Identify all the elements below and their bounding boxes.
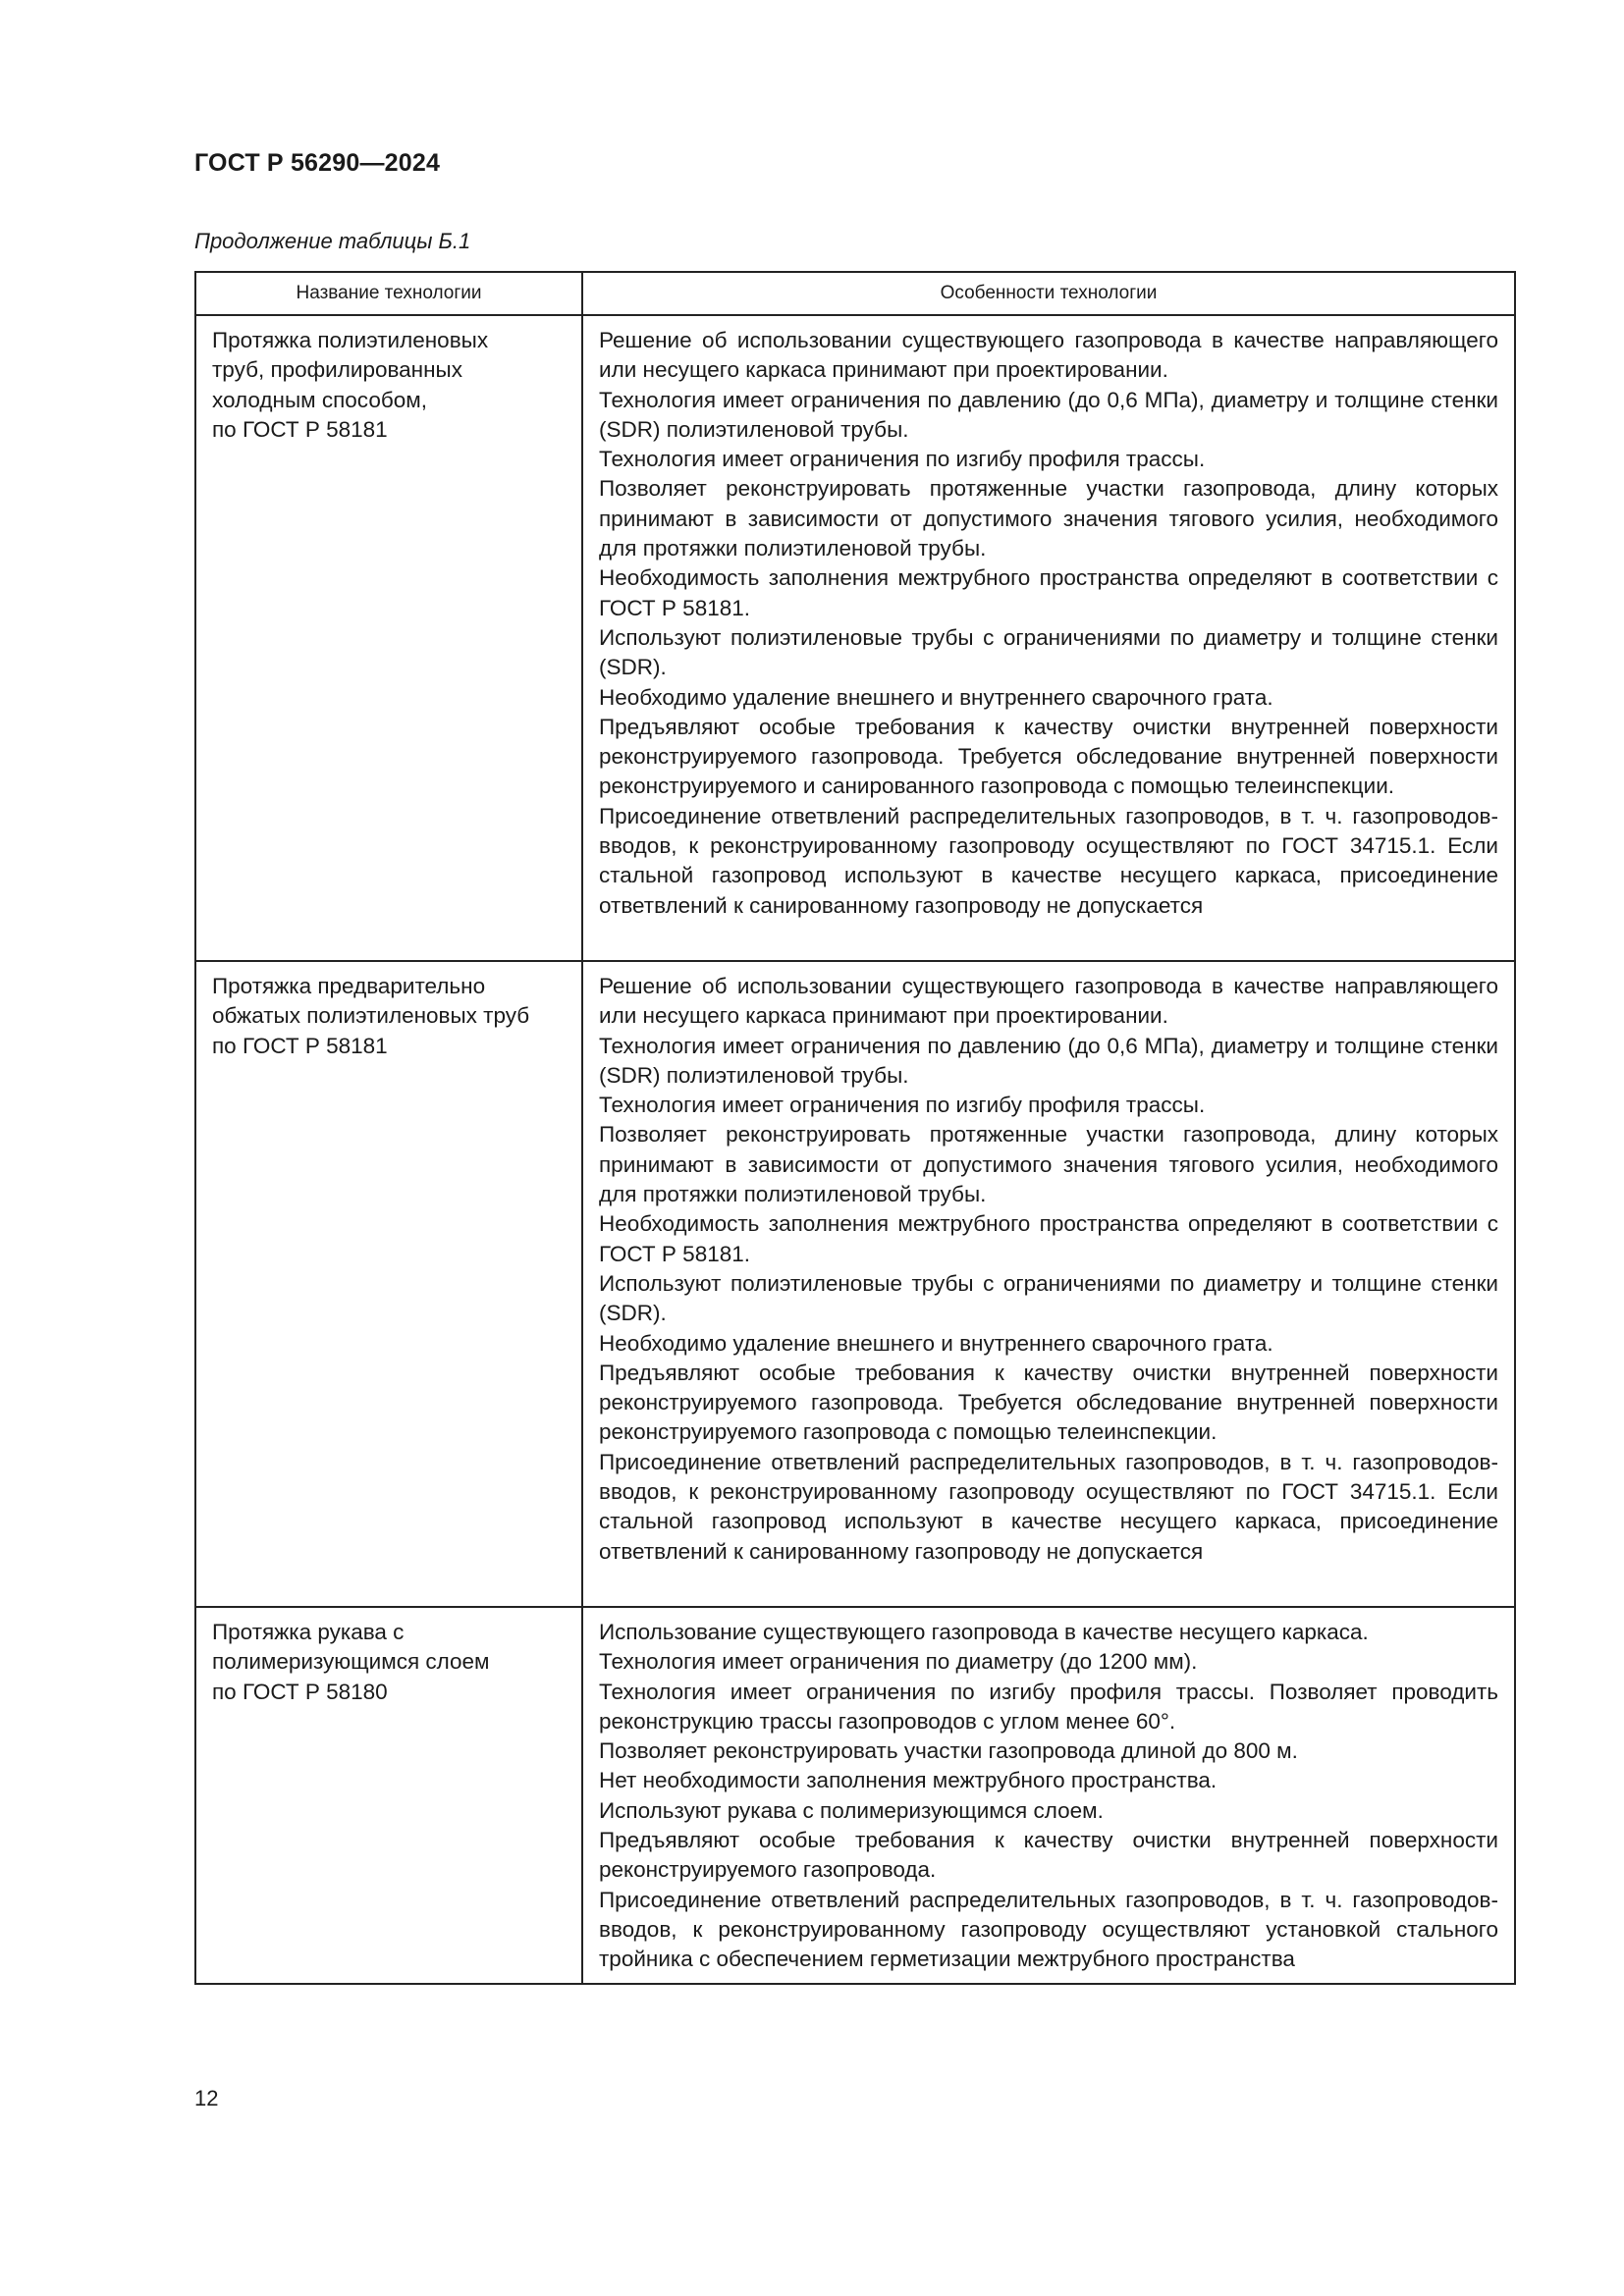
feature-paragraph: Позволяет реконструировать участки газопровода длиной до 800 м. <box>599 1738 1298 1764</box>
table-caption: Продолжение таблицы Б.1 <box>194 229 471 253</box>
feature-paragraph: Используют полиэтиленовые трубы с ограничениями по диаметру и толщине стенки (SDR). <box>599 1270 1498 1326</box>
feature-paragraph: Технология имеет ограничения по изгибу профиля трассы. <box>599 447 1206 472</box>
technology-name: Протяжка полиэтиленовых труб, профилированных холодным способом, по ГОСТ Р 58181 <box>212 328 489 442</box>
column-header-features: Особенности технологии <box>582 272 1515 315</box>
feature-paragraph: Решение об использовании существующего газопровода в качестве направляющего или несущего каркаса принимают при проектировании. <box>599 328 1498 383</box>
feature-paragraph: Нет необходимости заполнения межтрубного пространства. <box>599 1768 1218 1793</box>
feature-paragraph: Присоединение ответвлений распределительных газопроводов, в т. ч. газопроводов-вводов, к реконструированному газопроводу осуществляют по ГОСТ 34715.1. Если стальной газопровод используют в качестве несущего каркаса, присоединение ответвлений к санированному газопроводу не допускается <box>599 1449 1498 1564</box>
column-header-name: Название технологии <box>195 272 582 315</box>
feature-paragraph: Технология имеет ограничения по давлению (до 0,6 МПа), диаметру и толщине стенки (SDR) полиэтиленовой трубы. <box>599 387 1498 442</box>
feature-paragraph: Используют рукава с полимеризующимся слоем. <box>599 1797 1104 1823</box>
technology-features-cell <box>582 1607 1515 1984</box>
table-row <box>195 961 1515 1607</box>
table-row <box>195 1607 1515 1984</box>
feature-paragraph: Предъявляют особые требования к качеству очистки внутренней поверхности реконструируемого газопровода. Требуется обследование внутренней поверхности реконструируемого газопровода с помощью телеинспекции. <box>599 1360 1498 1445</box>
feature-paragraph: Позволяет реконструировать протяженные участки газопровода, длину которых принимают в зависимости от допустимого значения тягового усилия, необходимого для протяжки полиэтиленовой трубы. <box>599 476 1498 561</box>
feature-paragraph: Необходимо удаление внешнего и внутреннего сварочного грата. <box>599 684 1273 710</box>
technology-name: Протяжка рукава с полимеризующимся слоем по ГОСТ Р 58180 <box>212 1620 490 1704</box>
table-header-row <box>195 272 1515 315</box>
feature-paragraph: Используют полиэтиленовые трубы с ограничениями по диаметру и толщине стенки (SDR). <box>599 624 1498 680</box>
page-number: 12 <box>194 2086 219 2110</box>
technology-name-cell <box>195 1607 582 1984</box>
feature-paragraph: Технология имеет ограничения по давлению (до 0,6 МПа), диаметру и толщине стенки (SDR) полиэтиленовой трубы. <box>599 1033 1498 1088</box>
technology-name-cell <box>195 315 582 961</box>
feature-paragraph: Присоединение ответвлений распределительных газопроводов, в т. ч. газопроводов-вводов, к реконструированному газопроводу осуществляют по ГОСТ 34715.1. Если стальной газопровод используют в качестве несущего каркаса, присоединение ответвлений к санированному газопроводу не допускается <box>599 803 1498 918</box>
feature-paragraph: Технология имеет ограничения по диаметру (до 1200 мм). <box>599 1649 1198 1675</box>
feature-paragraph: Необходимо удаление внешнего и внутреннего сварочного грата. <box>599 1330 1273 1356</box>
feature-paragraph: Использование существующего газопровода в качестве несущего каркаса. <box>599 1620 1369 1644</box>
feature-paragraph: Предъявляют особые требования к качеству очистки внутренней поверхности реконструируемого газопровода. <box>599 1828 1498 1883</box>
feature-paragraph: Необходимость заполнения межтрубного пространства определяют в соответствии с ГОСТ Р 58181. <box>599 1211 1498 1266</box>
technology-name-cell <box>195 961 582 1607</box>
feature-paragraph: Предъявляют особые требования к качеству очистки внутренней поверхности реконструируемого газопровода. Требуется обследование внутренней поверхности реконструируемого и санированного газопровода с помощью телеинспекции. <box>599 714 1498 799</box>
feature-paragraph: Решение об использовании существующего газопровода в качестве направляющего или несущего каркаса принимают при проектировании. <box>599 974 1498 1029</box>
feature-paragraph: Необходимость заполнения межтрубного пространства определяют в соответствии с ГОСТ Р 58181. <box>599 565 1498 620</box>
document-code: ГОСТ Р 56290—2024 <box>194 149 441 177</box>
feature-paragraph: Технология имеет ограничения по изгибу профиля трассы. <box>599 1093 1206 1118</box>
feature-paragraph: Технология имеет ограничения по изгибу профиля трассы. Позволяет проводить реконструкцию трассы газопроводов с углом менее 60°. <box>599 1679 1498 1734</box>
technology-features-cell <box>582 961 1515 1607</box>
feature-paragraph: Позволяет реконструировать протяженные участки газопровода, длину которых принимают в зависимости от допустимого значения тягового усилия, необходимого для протяжки полиэтиленовой трубы. <box>599 1122 1498 1207</box>
table-row <box>195 315 1515 961</box>
technology-features-cell <box>582 315 1515 961</box>
technology-name: Протяжка предварительно обжатых полиэтиленовых труб по ГОСТ Р 58181 <box>212 974 530 1058</box>
technology-table <box>194 271 1516 1985</box>
feature-paragraph: Присоединение ответвлений распределительных газопроводов, в т. ч. газопроводов-вводов, к реконструированному газопроводу осуществляют установкой стального тройника с обеспечением герметизации межтрубного пространства <box>599 1887 1498 1972</box>
